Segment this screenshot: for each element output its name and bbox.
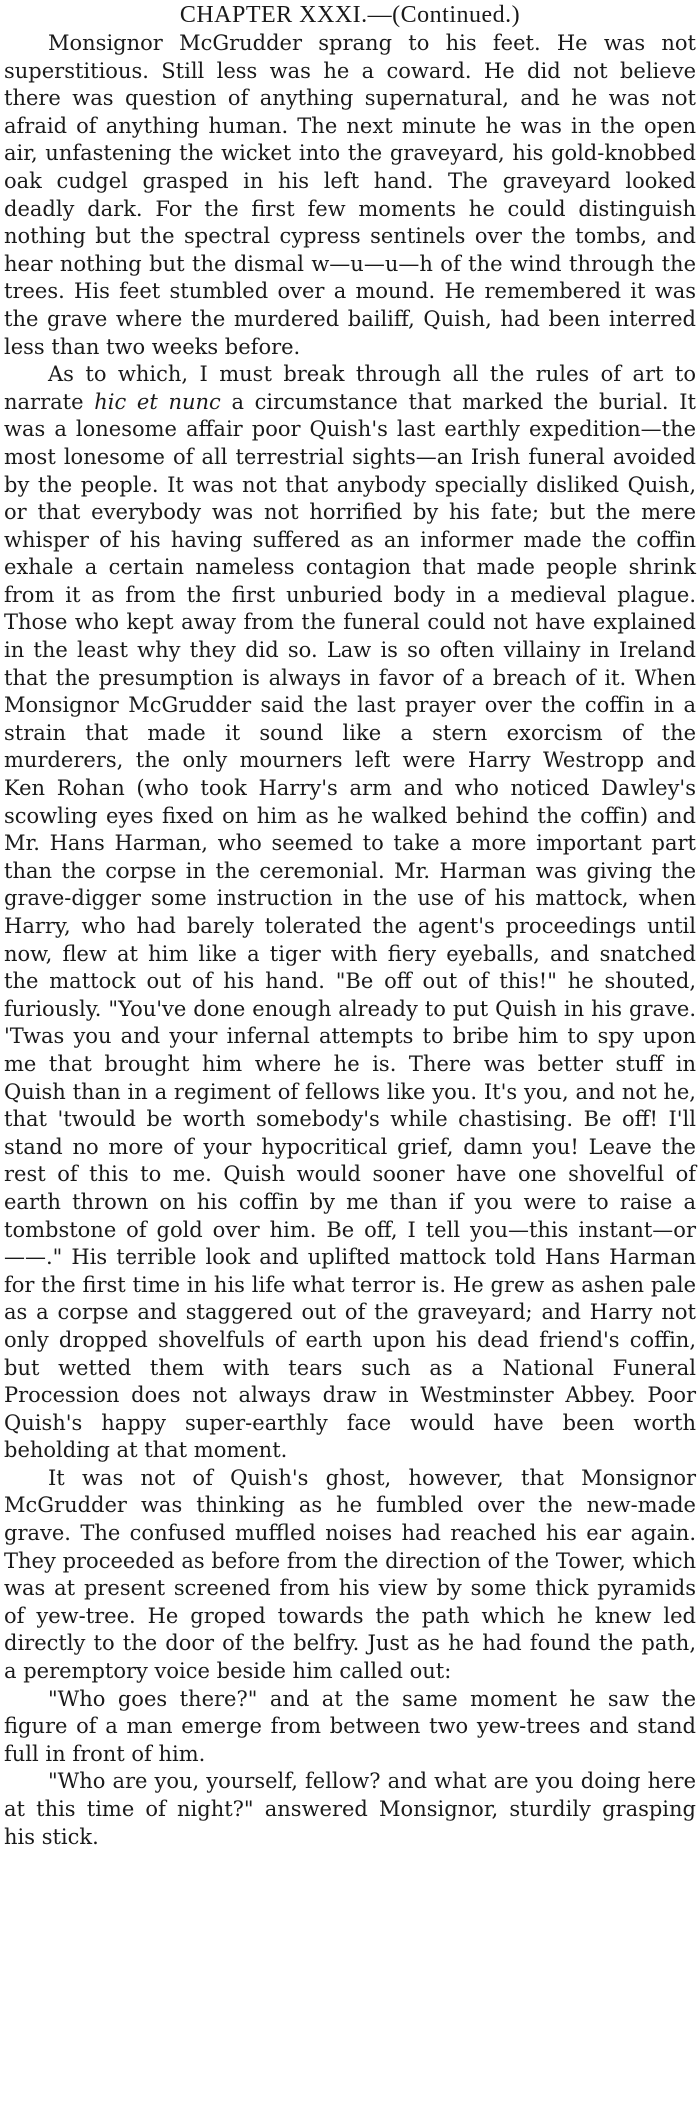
paragraph-2 (4, 361, 696, 1465)
paragraph-5: "Who are you, yourself, fellow? and what are you doing here at this time of night?" answered Monsignor, sturdily grasping his stick. (4, 1769, 696, 1849)
paragraph-1: Monsignor McGrudder sprang to his feet. He was not superstitious. Still less was he a coward. He did not believe there was question of anything supernatural, and he was not afraid of anything human. The next minute he was in the open air, unfastening the wicket into the graveyard, his gold-knobbed oak cudgel grasped in his left hand. The graveyard looked deadly dark. For the first few moments he could distinguish nothing but the spectral cypress sentinels over the tombs, and hear nothing but the dismal w—u—u—h of the wind through the trees. His feet stumbled over a mound. He remembered it was the grave where the murdered bailiff, Quish, had been interred less than two weeks before. (4, 31, 696, 359)
paragraph-4: "Who goes there?" and at the same moment he saw the figure of a man emerge from between two yew-trees and stand full in front of him. (4, 1686, 696, 1766)
paragraph-3: It was not of Quish's ghost, however, that Monsignor McGrudder was thinking as he fumbled over the new-made grave. The confused muffled noises had reached his ear again. They proceeded as before from the direction of the Tower, which was at present screened from his view by some thick pyramids of yew-tree. He groped towards the path which he knew led directly to the door of the belfry. Just as he had found the path, a peremptory voice beside him called out: (4, 1465, 696, 1684)
paragraph-2-text-start: As to which, I must break through all the rules of art to narrate (4, 362, 696, 414)
paragraph-2-text-end: a circumstance that marked the burial. It was a lonesome affair poor Quish's last earthly expedition—the most lonesome of all terrestrial sights—an Irish funeral avoided by the people. It was not that anybody specially disliked Quish, or that everybody was not horrified by his fate; but the mere whisper of his having suffered as an informer made the coffin exhale a certain nameless contagion that made people shrink from it as from the first unburied body in a medieval plague. Those who kept away from the funeral could not have explained in the least why they did so. Law is so often villainy in Ireland that the presumption is always in favor of a breach of it. When Monsignor McGrudder said the last prayer over the coffin in a strain that made it sound like a stern exorcism of the murderers, the only mourners left were Harry Westropp and Ken Rohan (who took Harry's arm and who noticed Dawley's scowling eyes fixed on him as he walked behind the coffin) and Mr. Hans Harman, who seemed to take a more important part than the corpse in the ceremonial. Mr. Harman was giving the grave-digger some instruction in the use of his mattock, when Harry, who had barely tolerated the agent's proceedings until now, flew at him like a tiger with fiery eyeballs, and snatched the mattock out of his hand. "Be off out of this!" he shouted, furiously. "You've done enough already to put Quish in his grave. 'Twas you and your infernal attempts to bribe him to spy upon me that brought him where he is. There was better stuff in Quish than in a regiment of fellows like you. It's you, and not he, that 'twould be worth somebody's while chastising. Be off! I'll stand no more of your hypocritical grief, damn you! Leave the rest of this to me. Quish would sooner have one shovelful of earth thrown on his coffin by me than if you were to raise a tombstone of gold over him. Be off, I tell you—this instant—or——." His terrible look and uplifted mattock told Hans Harman for the first time in his life what terror is. He grew as ashen pale as a corpse and staggered out of the graveyard; and Harry not only dropped shovelfuls of earth upon his dead friend's coffin, but wetted them with tears such as a National Funeral Procession does not always draw in Westminster Abbey. Poor Quish's happy super-earthly face would have been worth beholding at that moment. (4, 389, 696, 1463)
latin-phrase: hic et nunc (94, 389, 221, 414)
chapter-heading: CHAPTER XXXI.—(Continued.) (179, 2, 521, 28)
